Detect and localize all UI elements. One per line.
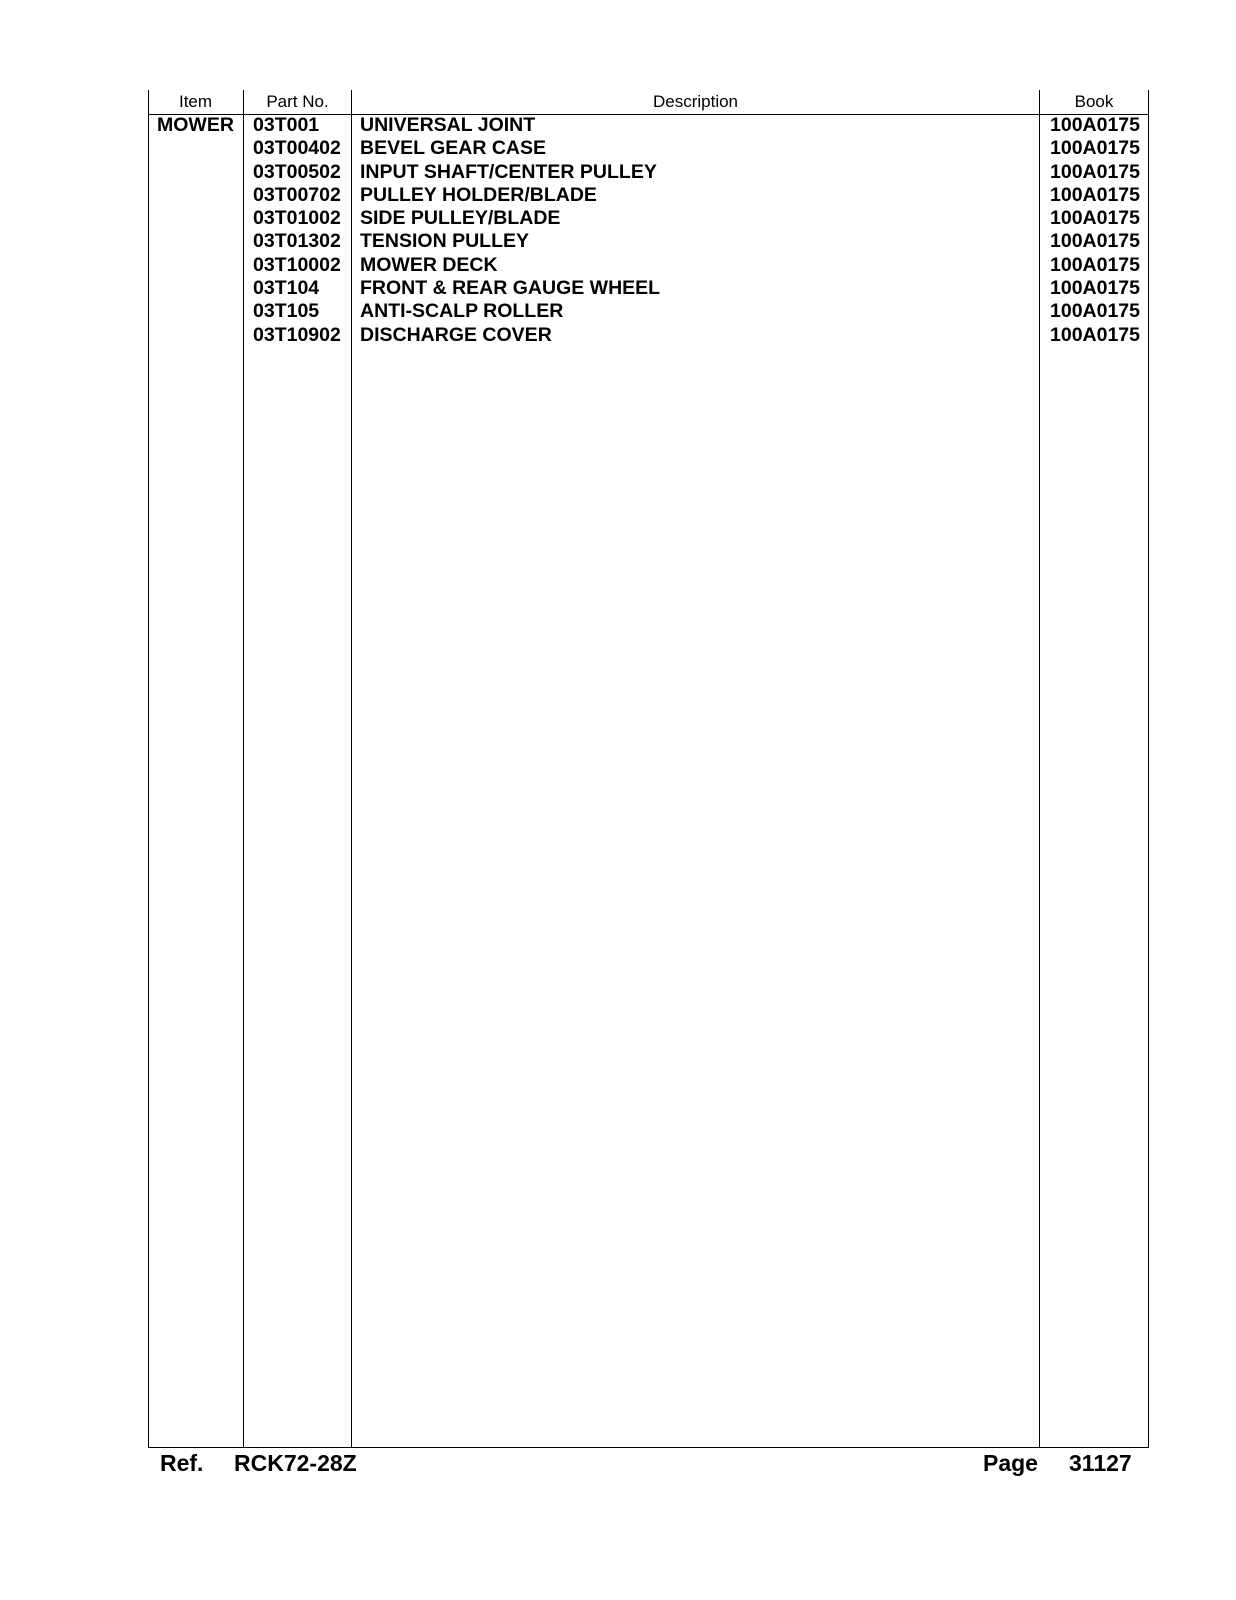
book-cell: 100A0175 [1050, 323, 1140, 346]
book-cell: 100A0175 [1050, 207, 1140, 230]
header-description: Description [652, 92, 739, 111]
table-row [148, 207, 1149, 230]
part-no-cell: 03T104 [253, 277, 320, 300]
table-row [148, 114, 1149, 137]
table-row [148, 230, 1149, 253]
table-row [148, 300, 1149, 323]
part-no-cell: 03T10902 [253, 323, 341, 346]
table-row [148, 137, 1149, 160]
description-cell: MOWER DECK [360, 253, 498, 276]
page-value: 31127 [1069, 1450, 1132, 1476]
header-book: Book [1074, 92, 1114, 111]
part-no-cell: 03T00502 [253, 160, 341, 183]
book-cell: 100A0175 [1050, 253, 1140, 276]
ref-label: Ref. [160, 1450, 204, 1476]
header-part-no: Part No. [266, 92, 329, 111]
part-no-cell: 03T01302 [253, 230, 341, 253]
table-border-bottom [148, 1447, 1149, 1448]
description-cell: INPUT SHAFT/CENTER PULLEY [360, 160, 657, 183]
item-cell: MOWER [157, 114, 234, 136]
description-cell: TENSION PULLEY [360, 230, 530, 253]
table-row [148, 254, 1149, 277]
book-cell: 100A0175 [1050, 300, 1140, 323]
table-row [148, 277, 1149, 300]
part-no-cell: 03T01002 [253, 207, 341, 230]
book-cell: 100A0175 [1050, 183, 1140, 206]
description-cell: PULLEY HOLDER/BLADE [360, 183, 597, 206]
part-no-cell: 03T001 [253, 114, 320, 136]
description-cell: FRONT & REAR GAUGE WHEEL [360, 277, 661, 300]
description-cell: DISCHARGE COVER [360, 323, 552, 346]
description-cell: UNIVERSAL JOINT [360, 114, 536, 136]
description-cell: BEVEL GEAR CASE [360, 137, 547, 160]
page-label: Page [983, 1450, 1038, 1476]
part-no-cell: 03T00402 [253, 137, 341, 160]
book-cell: 100A0175 [1050, 137, 1140, 160]
description-cell: ANTI-SCALP ROLLER [360, 300, 564, 323]
table-row [148, 161, 1149, 184]
book-cell: 100A0175 [1050, 277, 1140, 300]
table-row [148, 324, 1149, 347]
part-no-cell: 03T10002 [253, 253, 341, 276]
table-body [148, 114, 1149, 347]
book-cell: 100A0175 [1050, 230, 1140, 253]
parts-table [148, 90, 1149, 1448]
header-item: Item [178, 92, 213, 111]
book-cell: 100A0175 [1050, 114, 1140, 136]
table-row [148, 184, 1149, 207]
description-cell: SIDE PULLEY/BLADE [360, 207, 561, 230]
book-cell: 100A0175 [1050, 160, 1140, 183]
part-no-cell: 03T105 [253, 300, 320, 323]
ref-value: RCK72-28Z [234, 1450, 357, 1476]
part-no-cell: 03T00702 [253, 183, 341, 206]
